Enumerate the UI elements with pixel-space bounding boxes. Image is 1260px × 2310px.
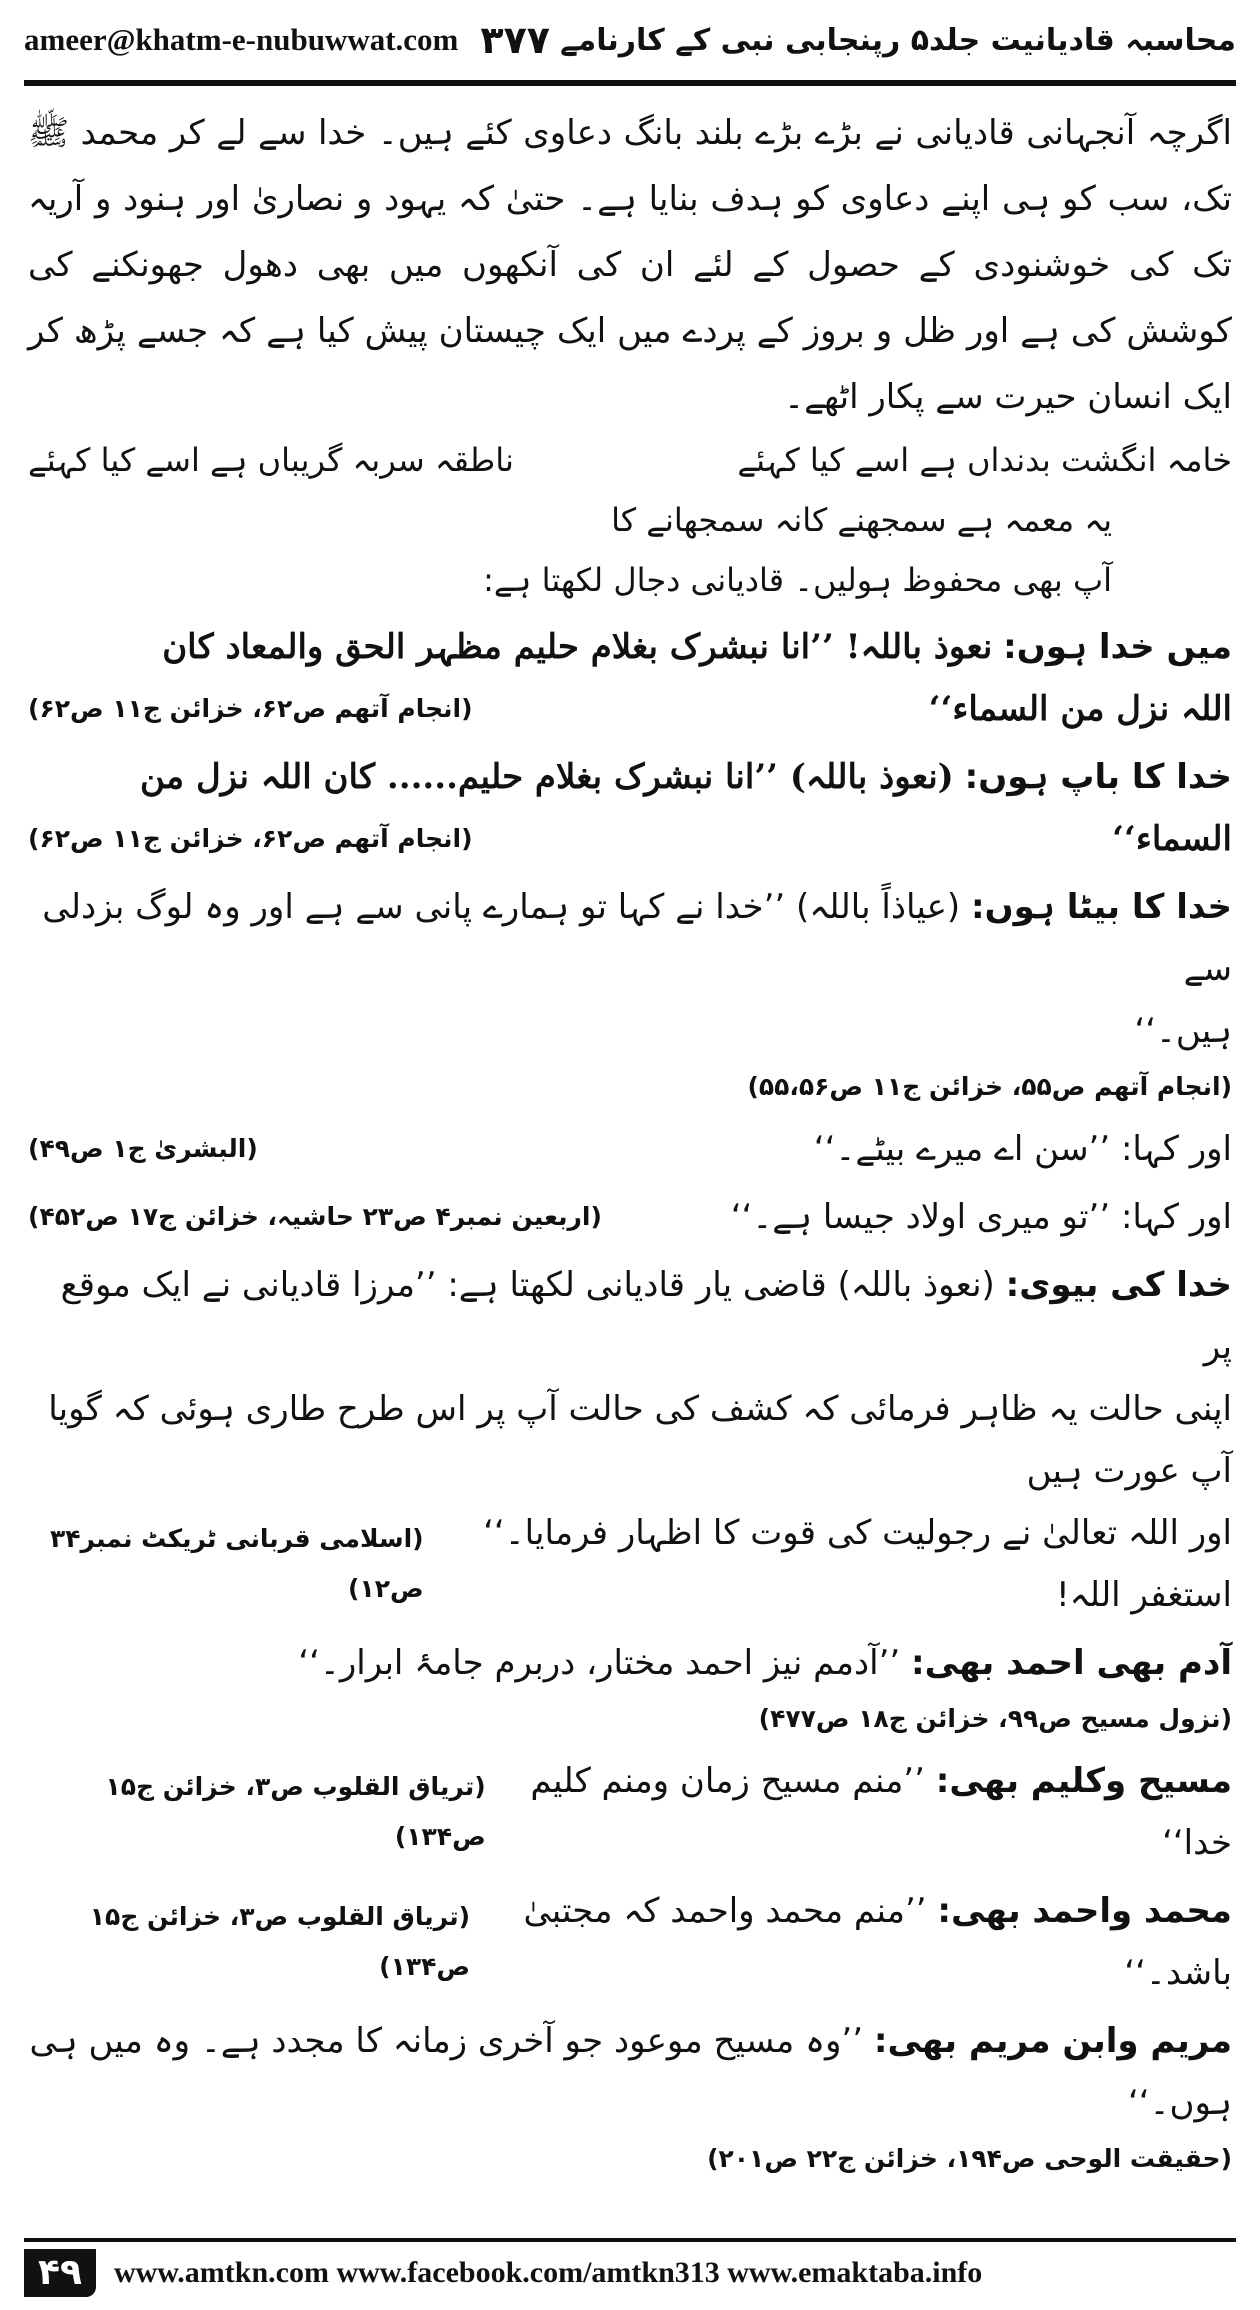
intro-paragraph: اگرچہ آنجہانی قادیانی نے بڑے بڑے بلند بانگ دعاوی کئے ہیں۔ خدا سے لے کر محمد ﷺ تک، سب کو ہی اپنے دعاوی کو ہدف بنایا ہے۔ حتیٰ کہ یہود و نصاریٰ اور ہنود و آریہ تک کی خوشنودی کے حصول کے لئے ان کی آنکھوں میں بھی دھول جھونکنے کی کوشش کی ہے اور ظل و بروز کے پردے میں ایک چیستان پیش کیا ہے کہ جسے پڑھ کر ایک انسان حیرت سے پکار اٹھے۔ [28, 113, 1232, 417]
verse-left: ناطقہ سربہ گریباں ہے اسے کیا کہئے [28, 441, 514, 479]
entry-5 [28, 1186, 1232, 1248]
header-title: محاسبہ قادیانیت جلد۵ رپنجابی نبی کے کارنامے [560, 22, 1236, 58]
entry-1 [28, 616, 1232, 740]
header-email: ameer@khatm-e-nubuwwat.com [24, 22, 459, 57]
entry-6-ref: (اسلامی قربانی ٹریکٹ نمبر۳۴ ص۱۲) [50, 1524, 424, 1603]
entry-2-ref: (انجام آتھم ص۶۲، خزائن ج۱۱ ص۶۲) [28, 824, 473, 853]
entry-4-ref: (البشریٰ ج۱ ص۴۹) [28, 1134, 258, 1163]
entry-3-text: (عیاذاً باللہ) ’’خدا نے کہا تو ہمارے پانی سے ہے اور وہ لوگ بزدلی سے [42, 887, 1232, 989]
entry-8-label: مسیح وکلیم بھی: [935, 1761, 1232, 1801]
entry-6-text: (نعوذ باللہ) قاضی یار قادیانی لکھتا ہے: ’’مرزا قادیانی نے ایک موقع پر [60, 1265, 1232, 1367]
page-footer [24, 2246, 1236, 2300]
entry-6-text2: اپنی حالت یہ ظاہر فرمائی کہ کشف کی حالت آپ پر اس طرح طاری ہوئی کہ گویا آپ عورت ہیں [48, 1389, 1232, 1491]
header-divider [24, 80, 1236, 86]
footer-links[interactable]: www.amtkn.com www.facebook.com/amtkn313 www.emaktaba.info [113, 2256, 983, 2289]
page-header [24, 14, 1236, 66]
entry-1-label: میں خدا ہوں: [1003, 627, 1232, 667]
entry-6 [28, 1254, 1232, 1626]
entry-4-text: اور کہا: ’’سن اے میرے بیٹے۔‘‘ [813, 1129, 1232, 1169]
entry-9-text: ’’منم محمد واحمد کہ مجتبیٰ باشد۔‘‘ [523, 1891, 1232, 1993]
entry-2 [28, 746, 1232, 870]
entry-9 [28, 1880, 1232, 2004]
entry-2-text: (نعوذ باللہ) ’’انا نبشرک بغلام حلیم...... کان اللہ نزل من [140, 757, 954, 797]
entry-9-label: محمد واحمد بھی: [937, 1891, 1232, 1931]
entry-1-text: نعوذ باللہ! ’’انا نبشرک بغلام حلیم مظہر الحق والمعاد کان [162, 627, 993, 667]
entry-7-text: ’’آدمم نیز احمد مختار، دربرم جامۂ ابرار۔‘‘ [298, 1643, 901, 1683]
entry-8 [28, 1750, 1232, 1874]
entry-6-label: خدا کی بیوی: [1005, 1265, 1232, 1305]
entry-4 [28, 1118, 1232, 1180]
entry-2-label: خدا کا باپ ہوں: [964, 757, 1232, 797]
entry-1-text2: اللہ نزل من السماء‘‘ [928, 689, 1232, 729]
entry-10-text: ’’وہ مسیح موعود جو آخری زمانہ کا مجدد ہے۔ وہ میں ہی ہوں۔‘‘ [29, 2021, 1232, 2123]
verse-right: خامہ انگشت بدنداں ہے اسے کیا کہئے [737, 441, 1232, 479]
entry-2-text2: السماء‘‘ [1112, 819, 1232, 859]
entry-10-label: مریم وابن مریم بھی: [873, 2021, 1232, 2061]
entry-3 [28, 876, 1232, 1112]
entry-6-text3: اور اللہ تعالیٰ نے رجولیت کی قوت کا اظہار فرمایا۔‘‘ استغفر اللہ! [483, 1513, 1232, 1615]
entry-1-ref: (انجام آتھم ص۶۲، خزائن ج۱۱ ص۶۲) [28, 694, 473, 723]
entry-8-text: ’’منم مسیح زمان ومنم کلیم خدا‘‘ [530, 1761, 1232, 1863]
entry-7 [28, 1632, 1232, 1744]
entry-5-ref: (اربعین نمبر۴ ص۲۳ حاشیہ، خزائن ج۱۷ ص۴۵۲) [28, 1202, 602, 1231]
verse-line-3: آپ بھی محفوظ ہولیں۔ قادیانی دجال لکھتا ہے: [483, 561, 1112, 599]
entry-9-ref: (تریاق القلوب ص۳، خزائن ج۱۵ ص۱۳۴) [89, 1902, 471, 1981]
header-page-mark: ۳۷۷ [480, 18, 550, 62]
page-body [28, 100, 1232, 2184]
header-left [24, 18, 550, 62]
entry-7-ref: (نزول مسیح ص۹۹، خزائن ج۱۸ ص۴۷۷) [758, 1704, 1232, 1733]
entry-10 [28, 2010, 1232, 2184]
footer-page-number: ۴۹ [24, 2249, 96, 2297]
footer-divider [24, 2238, 1236, 2242]
verse-line-2: یہ معمہ ہے سمجھنے کانہ سمجھانے کا [611, 501, 1112, 539]
entry-5-text: اور کہا: ’’تو میری اولاد جیسا ہے۔‘‘ [730, 1197, 1232, 1237]
entry-10-ref: (حقیقت الوحی ص۱۹۴، خزائن ج۲۲ ص۲۰۱) [707, 2144, 1232, 2173]
entry-3-text2: ہیں۔‘‘ [1134, 1011, 1232, 1051]
entry-3-label: خدا کا بیٹا ہوں: [971, 887, 1232, 927]
entry-8-ref: (تریاق القلوب ص۳، خزائن ج۱۵ ص۱۳۴) [105, 1772, 486, 1851]
verse-line-1 [28, 430, 1232, 490]
entry-7-label: آدم بھی احمد بھی: [911, 1643, 1232, 1683]
entry-3-ref: (انجام آتھم ص۵۵، خزائن ج۱۱ ص۵۵،۵۶) [747, 1072, 1232, 1101]
